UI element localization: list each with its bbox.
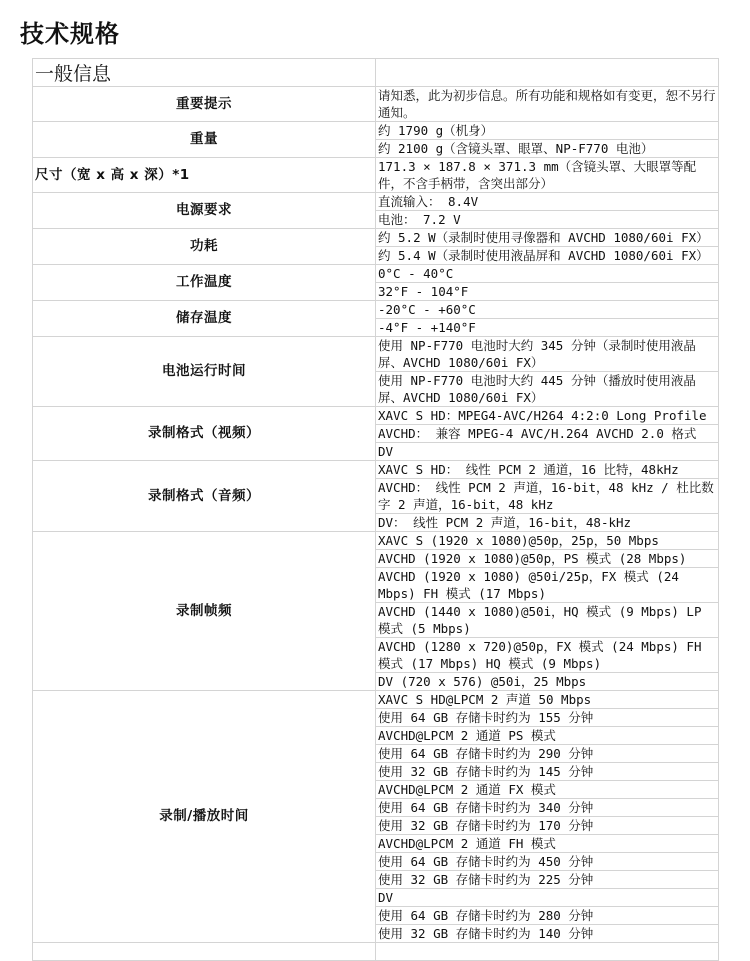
spec-value: 使用 32 GB 存储卡时约为 145 分钟 (376, 763, 719, 781)
section-title: 一般信息 (33, 59, 376, 87)
spec-label: 录制格式（视频） (33, 407, 376, 461)
page-title: 技术规格 (20, 20, 120, 48)
spec-value: AVCHD (1280 x 720)@50p，FX 模式 (24 Mbps) FH 模式 (17 Mbps) HQ 模式 (9 Mbps) (376, 638, 719, 673)
spec-value: 171.3 × 187.8 × 371.3 mm（含镜头罩、大眼罩等配件，不含手柄带，含突出部分） (376, 158, 719, 193)
spec-value: 32°F - 104°F (376, 283, 719, 301)
spec-value: -20°C - +60°C (376, 301, 719, 319)
spec-label: 录制帧频 (33, 532, 376, 691)
table-row (33, 532, 719, 550)
table-row (33, 87, 719, 122)
section-empty-cell (376, 59, 719, 87)
spec-table-body (33, 59, 719, 961)
table-row (33, 229, 719, 247)
spec-label: 电池运行时间 (33, 337, 376, 407)
spec-value: 使用 64 GB 存储卡时约为 155 分钟 (376, 709, 719, 727)
table-row (33, 691, 719, 709)
spec-label: 电源要求 (33, 193, 376, 229)
blank-label-cell (33, 943, 376, 961)
spec-label: 工作温度 (33, 265, 376, 301)
spec-value: XAVC S HD@LPCM 2 声道 50 Mbps (376, 691, 719, 709)
spec-value: AVCHD： 线性 PCM 2 声道，16-bit，48 kHz / 杜比数字 2 声道，16-bit，48 kHz (376, 479, 719, 514)
blank-row (33, 943, 719, 961)
spec-value: AVCHD： 兼容 MPEG-4 AVC/H.264 AVCHD 2.0 格式 (376, 425, 719, 443)
spec-value: 使用 NP-F770 电池时大约 345 分钟（录制时使用液晶屏、AVCHD 1080/60i FX） (376, 337, 719, 372)
spec-value: XAVC S HD：MPEG4-AVC/H264 4:2:0 Long Profile (376, 407, 719, 425)
spec-value: 使用 64 GB 存储卡时约为 280 分钟 (376, 907, 719, 925)
spec-label: 重要提示 (33, 87, 376, 122)
spec-value: AVCHD@LPCM 2 通道 FX 模式 (376, 781, 719, 799)
table-row (33, 337, 719, 372)
spec-value: 0°C - 40°C (376, 265, 719, 283)
table-row (33, 301, 719, 319)
spec-value: AVCHD (1920 x 1080)@50p，PS 模式 (28 Mbps) (376, 550, 719, 568)
spec-value: AVCHD (1920 x 1080) @50i/25p，FX 模式 (24 Mbps) FH 模式 (17 Mbps) (376, 568, 719, 603)
spec-value: 约 1790 g（机身） (376, 122, 719, 140)
spec-value: 请知悉，此为初步信息。所有功能和规格如有变更，恕不另行通知。 (376, 87, 719, 122)
spec-label: 尺寸（宽 x 高 x 深）*1 (33, 158, 376, 193)
spec-label: 功耗 (33, 229, 376, 265)
table-row (33, 122, 719, 140)
spec-value: DV (376, 443, 719, 461)
spec-value: 使用 NP-F770 电池时大约 445 分钟（播放时使用液晶屏、AVCHD 1080/60i FX） (376, 372, 719, 407)
blank-value-cell (376, 943, 719, 961)
spec-value: DV (720 x 576) @50i，25 Mbps (376, 673, 719, 691)
table-row (33, 193, 719, 211)
spec-value: AVCHD (1440 x 1080)@50i，HQ 模式 (9 Mbps) LP 模式 (5 Mbps) (376, 603, 719, 638)
spec-value: 电池： 7.2 V (376, 211, 719, 229)
spec-value: 约 5.2 W（录制时使用寻像器和 AVCHD 1080/60i FX） (376, 229, 719, 247)
spec-label: 录制/播放时间 (33, 691, 376, 943)
spec-value: 使用 32 GB 存储卡时约为 225 分钟 (376, 871, 719, 889)
spec-table (32, 58, 719, 961)
spec-label: 储存温度 (33, 301, 376, 337)
spec-value: 使用 64 GB 存储卡时约为 450 分钟 (376, 853, 719, 871)
spec-value: XAVC S (1920 x 1080)@50p，25p，50 Mbps (376, 532, 719, 550)
spec-label: 录制格式（音频） (33, 461, 376, 532)
table-row (33, 265, 719, 283)
spec-value: 约 2100 g（含镜头罩、眼罩、NP-F770 电池） (376, 140, 719, 158)
section-row (33, 59, 719, 87)
spec-value: 使用 64 GB 存储卡时约为 340 分钟 (376, 799, 719, 817)
spec-value: DV (376, 889, 719, 907)
spec-value: -4°F - +140°F (376, 319, 719, 337)
spec-value: DV： 线性 PCM 2 声道，16-bit，48-kHz (376, 514, 719, 532)
spec-value: 直流输入： 8.4V (376, 193, 719, 211)
spec-value: 使用 32 GB 存储卡时约为 140 分钟 (376, 925, 719, 943)
spec-value: XAVC S HD： 线性 PCM 2 通道，16 比特，48kHz (376, 461, 719, 479)
spec-value: 使用 64 GB 存储卡时约为 290 分钟 (376, 745, 719, 763)
spec-label: 重量 (33, 122, 376, 158)
table-row (33, 158, 719, 193)
table-row (33, 461, 719, 479)
spec-value: 使用 32 GB 存储卡时约为 170 分钟 (376, 817, 719, 835)
spec-value: AVCHD@LPCM 2 通道 FH 模式 (376, 835, 719, 853)
table-row (33, 407, 719, 425)
spec-value: AVCHD@LPCM 2 通道 PS 模式 (376, 727, 719, 745)
spec-value: 约 5.4 W（录制时使用液晶屏和 AVCHD 1080/60i FX） (376, 247, 719, 265)
